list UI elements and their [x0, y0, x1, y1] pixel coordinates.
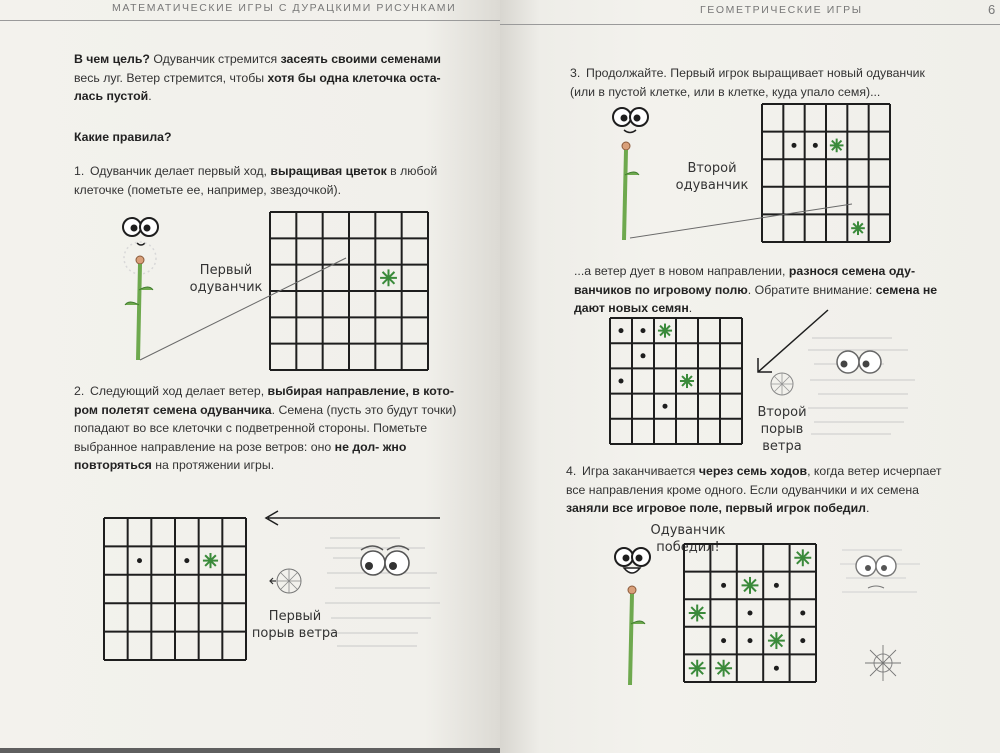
- seed-dot: [721, 583, 726, 588]
- rule-3: 3. Продолжайте. Первый игрок выращивает новый одуванчик (или в пустой клетке, или в клетке, куда упало семя)...: [570, 66, 925, 99]
- rule-4: 4. Игра заканчивается через семь ходов, когда ветер исчерпает все направления кроме одного. Если одуванчики и их семена заняли все игровое поле, первый игрок победил.: [566, 464, 942, 515]
- wind-rose-icon: [860, 640, 906, 686]
- board-4: [610, 318, 745, 448]
- seed-dot: [748, 611, 753, 616]
- wind-paragraph: ...а ветер дует в новом направлении, разнося семена оду- ванчиков по игровому полю. Обратите внимание: семена не дают новых семян.: [574, 264, 938, 315]
- seed-dot: [800, 638, 805, 643]
- rule-1: 1. Одуванчик делает первый ход, выращивая цветок в любой клеточке (пометьте ее, например, звездочкой).: [74, 164, 438, 197]
- wind-character: [840, 540, 930, 640]
- flower-mark: [689, 605, 706, 622]
- flower-mark: [689, 660, 706, 677]
- seed-dot: [619, 328, 624, 333]
- flower-mark: [203, 553, 218, 568]
- pointer-line-1: [0, 0, 500, 400]
- seed-dot: [641, 328, 646, 333]
- page-number: 6: [988, 2, 997, 17]
- seed-dot: [774, 666, 779, 671]
- pointer-line-3: [500, 0, 1000, 300]
- second-gust-label: Второй порыв ветра: [757, 405, 807, 454]
- arrow-left-icon: [262, 508, 442, 528]
- running-header-left: МАТЕМАТИЧЕСКИЕ ИГРЫ С ДУРАЦКИМИ РИСУНКАМИ: [112, 2, 457, 14]
- seed-dot: [774, 583, 779, 588]
- flower-mark: [742, 577, 759, 594]
- second-dandelion-label: Второй одуванчик: [675, 161, 749, 193]
- rule-2: 2. Следующий ход делает ветер, выбирая направление, в кото- ром полетят семена одуванчика. Семена (пусть это будут точки) попадают во все клеточки с подветренной стороны. Пометьте выбранное направление на розе ветров: оно не дол- жно повторяться на протяжении игры.: [74, 384, 457, 472]
- seed-dot: [721, 638, 726, 643]
- seed-dot: [184, 558, 189, 563]
- board-2: [104, 518, 249, 663]
- flower-mark: [715, 660, 732, 677]
- seed-dot: [619, 379, 624, 384]
- goal-paragraph: В чем цель? Одуванчик стремится засеять своими семенами весь луг. Ветер стремится, чтобы хотя бы одна клеточка оста- лась пустой.: [74, 52, 441, 103]
- right-page: [500, 0, 1000, 753]
- wind-character: [325, 528, 445, 658]
- first-dandelion-label: Первый одуванчик: [189, 263, 263, 295]
- board-5: [684, 544, 819, 684]
- flower-mark: [658, 324, 672, 338]
- seed-dot: [137, 558, 142, 563]
- seed-dot: [748, 638, 753, 643]
- rules-heading: Какие правила?: [74, 130, 172, 144]
- wind-rose-icon: [268, 560, 310, 602]
- first-gust-label: Первый порыв ветра: [251, 609, 339, 641]
- seed-dot: [663, 404, 668, 409]
- flower-mark: [680, 374, 694, 388]
- seed-dot: [800, 611, 805, 616]
- wind-rose-icon: [762, 364, 802, 404]
- flower-mark: [794, 549, 811, 566]
- flower-mark: [768, 632, 785, 649]
- seed-dot: [641, 353, 646, 358]
- left-page: [0, 0, 500, 748]
- winner-label: Одуванчик победил!: [650, 523, 726, 555]
- running-header-right: ГЕОМЕТРИЧЕСКИЕ ИГРЫ: [700, 4, 863, 16]
- dandelion-character: [604, 540, 664, 690]
- wind-character: [808, 328, 918, 443]
